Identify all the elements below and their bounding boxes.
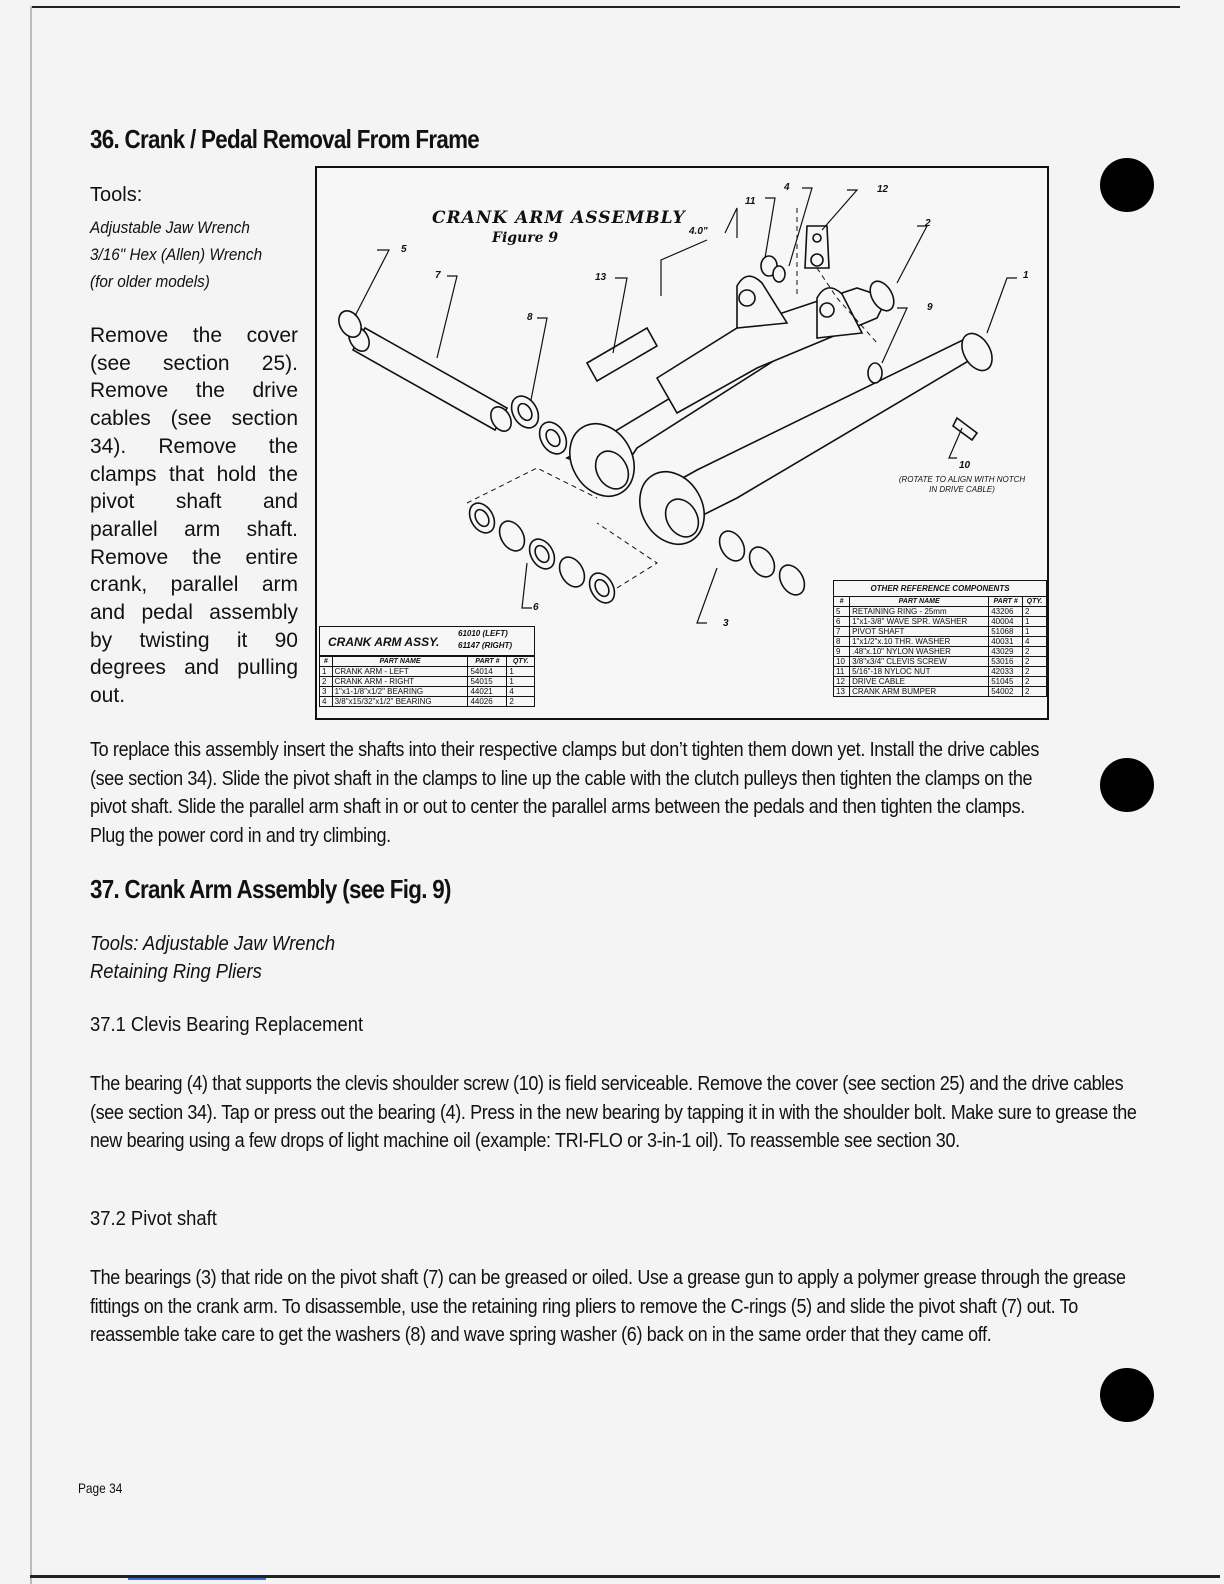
- col-header: PART #: [468, 657, 507, 667]
- cell: 42033: [989, 667, 1023, 677]
- replace-paragraph: To replace this assembly insert the shafts into their respective clamps but don’t tighten them down yet. Install the drive cables (see section 34). Slide the pivot shaft in the clamps to line up the cable with the clutch pulleys then tighten the clamps on the pivot shaft. Slide the parallel arm shaft in or out to center the parallel arms between the pedals and then tighten the clamps. Plug the power cord in and try climbing.: [90, 739, 1040, 847]
- cell: 9: [834, 647, 850, 657]
- binder-hole-top: [1100, 158, 1154, 212]
- subsection-37-2-title: 37.2 Pivot shaft: [90, 1208, 217, 1230]
- cell: CRANK ARM - RIGHT: [332, 677, 468, 687]
- callout-10: 10: [959, 460, 971, 471]
- callout-5: 5: [401, 244, 407, 255]
- callout-2: 2: [925, 218, 931, 229]
- callout-1: 1: [1023, 270, 1029, 281]
- cell: 8: [834, 637, 850, 647]
- cell: 53016: [989, 657, 1023, 667]
- cell: 1: [1023, 617, 1047, 627]
- callout-11: 11: [745, 196, 756, 207]
- cell: 2: [1023, 647, 1047, 657]
- cell: RETAINING RING - 25mm: [850, 607, 989, 617]
- cell: 2: [1023, 667, 1047, 677]
- tools-line: Tools: Adjustable Jaw Wrench: [90, 933, 336, 955]
- section-37-tools: [90, 930, 335, 986]
- col-header: PART #: [989, 597, 1023, 607]
- callout-8: 8: [527, 312, 533, 323]
- page-left-edge: [30, 6, 32, 1584]
- table-row: [834, 677, 1047, 687]
- cell: 5/16"-18 NYLOC NUT: [850, 667, 989, 677]
- cell: .48"x.10" NYLON WASHER: [850, 647, 989, 657]
- subsection-37-1-text: The bearing (4) that supports the clevis shoulder screw (10) is field serviceable. Remove the cover (see section 25) and the drive cables (see section 34). Tap or press out the bearing (4). Press in the new bearing by tapping it in with the shoulder bolt. Make sure to grease the new bearing using a few drops of light machine oil (example: TRI-FLO or 3-in-1 oil). To reassemble see section 30.: [90, 1073, 1137, 1152]
- subsection-37-2-text: The bearings (3) that ride on the pivot shaft (7) can be greased or oiled. Use a grease gun to apply a polymer grease through the grease fittings on the crank arm. To disassemble, use the retaining ring pliers to remove the C-rings (5) and slide the pivot shaft (7) out. To reassemble take care to get the washers (8) and wave spring washer (6) back on in the same order that they came off.: [90, 1267, 1126, 1346]
- page-top-edge: [30, 6, 1180, 8]
- col-header: PART NAME: [332, 657, 468, 667]
- callout-7: 7: [435, 270, 441, 281]
- crank-assy-title: CRANK ARM ASSY.: [328, 635, 440, 649]
- cell: 40004: [989, 617, 1023, 627]
- col-header: #: [834, 597, 850, 607]
- cell: DRIVE CABLE: [850, 677, 989, 687]
- section-37-heading: 37. Crank Arm Assembly (see Fig. 9): [90, 874, 451, 904]
- cell: 4: [507, 687, 535, 697]
- table-row: [320, 687, 535, 697]
- table-row: [320, 677, 535, 687]
- cell: 11: [834, 667, 850, 677]
- dimension-label: 4.0": [689, 226, 708, 237]
- cell: 2: [1023, 607, 1047, 617]
- cell: 54014: [468, 667, 507, 677]
- cell: 2: [507, 697, 535, 707]
- cell: 4: [320, 697, 333, 707]
- cell: 4: [1023, 637, 1047, 647]
- cell: 1"x1/2"x.10 THR. WASHER: [850, 637, 989, 647]
- cell: CRANK ARM - LEFT: [332, 667, 468, 677]
- tools-line-2: Retaining Ring Pliers: [90, 961, 262, 983]
- table-row: [834, 657, 1047, 667]
- crank-assy-right: 61147 (RIGHT): [458, 641, 513, 650]
- cell: 7: [834, 627, 850, 637]
- cell: 51045: [989, 677, 1023, 687]
- cell: 43029: [989, 647, 1023, 657]
- tool-item: Adjustable Jaw Wrench: [90, 218, 250, 237]
- cell: 44021: [468, 687, 507, 697]
- cell: 2: [1023, 687, 1047, 697]
- subsection-37-1-title: 37.1 Clevis Bearing Replacement: [90, 1014, 364, 1036]
- binder-hole-middle: [1100, 758, 1154, 812]
- cell: 51068: [989, 627, 1023, 637]
- cell: 1"x1-1/8"x1/2" BEARING: [332, 687, 468, 697]
- section-36-heading: 36. Crank / Pedal Removal From Frame: [90, 124, 480, 154]
- table-row: [320, 667, 535, 677]
- scan-artifact-line: [128, 1578, 266, 1580]
- ref-table-title: OTHER REFERENCE COMPONENTS: [833, 580, 1047, 597]
- rotate-note: (ROTATE TO ALIGN WITH NOTCH IN DRIVE CABLE): [898, 475, 1026, 494]
- cell: 12: [834, 677, 850, 687]
- cell: 43206: [989, 607, 1023, 617]
- figure-title: CRANK ARM ASSEMBLY: [432, 208, 686, 228]
- crank-assy-table: [319, 656, 535, 707]
- page-number: Page 34: [78, 1480, 123, 1496]
- crank-assy-header: [319, 626, 535, 656]
- col-header: QTY.: [1023, 597, 1047, 607]
- cell: PIVOT SHAFT: [850, 627, 989, 637]
- cell: 6: [834, 617, 850, 627]
- cell: 2: [320, 677, 333, 687]
- callout-9: 9: [927, 302, 933, 313]
- cell: 3/8"x15/32"x1/2" BEARING: [332, 697, 468, 707]
- cell: 10: [834, 657, 850, 667]
- cell: 54015: [468, 677, 507, 687]
- cell: 1: [320, 667, 333, 677]
- cell: 40031: [989, 637, 1023, 647]
- table-row: [834, 607, 1047, 617]
- cell: 2: [1023, 677, 1047, 687]
- binder-hole-bottom: [1100, 1368, 1154, 1422]
- crank-arm-assembly-figure: [315, 166, 1049, 720]
- tools-label: Tools:: [90, 184, 143, 206]
- table-row: [834, 617, 1047, 627]
- clevis-screw-drawing: [953, 418, 977, 440]
- table-row: [834, 627, 1047, 637]
- reference-components-table: [833, 596, 1047, 697]
- cell: CRANK ARM BUMPER: [850, 687, 989, 697]
- col-header: #: [320, 657, 333, 667]
- cell: 1: [1023, 627, 1047, 637]
- cell: 54002: [989, 687, 1023, 697]
- figure-subtitle: Figure 9: [492, 230, 559, 246]
- callout-3: 3: [723, 618, 729, 629]
- table-row: [320, 697, 535, 707]
- callout-13: 13: [595, 272, 607, 283]
- cell: 2: [1023, 657, 1047, 667]
- cell: 3/8"x3/4" CLEVIS SCREW: [850, 657, 989, 667]
- col-header: PART NAME: [850, 597, 989, 607]
- table-row: [834, 687, 1047, 697]
- cell: 44026: [468, 697, 507, 707]
- cell: 13: [834, 687, 850, 697]
- callout-4: 4: [784, 182, 790, 193]
- cell: 1: [507, 667, 535, 677]
- crank-assy-left: 61010 (LEFT): [458, 629, 508, 638]
- cell: 1"x1-3/8" WAVE SPR. WASHER: [850, 617, 989, 627]
- cell: 1: [507, 677, 535, 687]
- removal-paragraph: Remove the cover (see section 25). Remove the drive cables (see section 34). Remove the clamps that hold the pivot shaft and parallel arm shaft. Remove the entire crank, parallel arm and pedal assembly by twisting it 90 degrees and pulling out.: [90, 324, 298, 708]
- cell: 3: [320, 687, 333, 697]
- tool-item: 3/16" Hex (Allen) Wrench: [90, 245, 263, 264]
- table-row: [834, 667, 1047, 677]
- tool-item: (for older models): [90, 272, 210, 291]
- bumper-drawing: [587, 328, 657, 381]
- callout-12: 12: [877, 184, 889, 195]
- cell: 5: [834, 607, 850, 617]
- table-row: [834, 637, 1047, 647]
- callout-6: 6: [533, 602, 539, 613]
- pivot-shaft-drawing: [353, 328, 507, 430]
- table-row: [834, 647, 1047, 657]
- col-header: QTY.: [507, 657, 535, 667]
- tools-list: [90, 214, 262, 295]
